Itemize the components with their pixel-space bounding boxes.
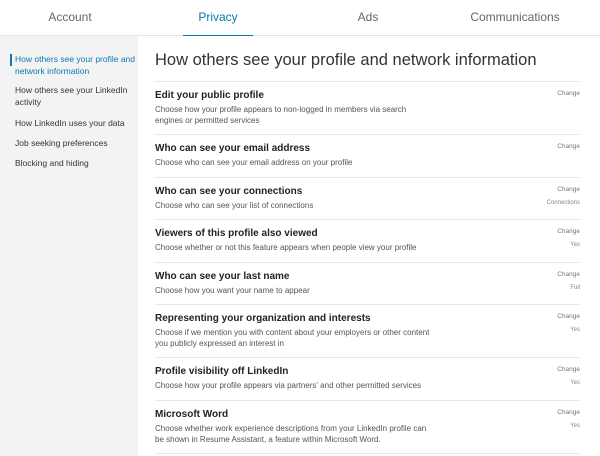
setting-description: Choose how you want your name to appear [155,286,310,295]
change-button[interactable]: Change [557,186,580,193]
setting-title: Representing your organization and interests [155,313,371,324]
setting-title: Who can see your email address [155,143,311,154]
change-button[interactable]: Change [557,90,580,97]
setting-title: Viewers of this profile also viewed [155,228,318,239]
setting-row-email-visibility [155,134,580,177]
setting-description: Choose how your profile appears to non-logged in members via search engines or permitted services [155,105,407,125]
setting-value: Full [570,285,580,291]
setting-row-organization-interests [155,304,580,357]
setting-title: Edit your public profile [155,90,264,101]
setting-row-also-viewed [155,219,580,262]
list-bottom-divider [155,453,580,454]
tab-communications[interactable]: Communications [470,10,560,24]
tab-privacy[interactable]: Privacy [183,0,253,36]
sidebar-item-linkedin-activity[interactable]: How others see your LinkedIn activity [15,85,128,107]
setting-title: Profile visibility off LinkedIn [155,366,289,377]
tab-account[interactable]: Account [48,10,92,24]
change-button[interactable]: Change [557,271,580,278]
tab-ads[interactable]: Ads [357,10,379,24]
setting-row-microsoft-word [155,400,580,453]
settings-tabs [0,0,600,36]
setting-description: Choose who can see your email address on your profile [155,158,353,167]
setting-description: Choose whether or not this feature appears when people view your profile [155,243,417,252]
setting-title: Who can see your last name [155,271,290,282]
setting-description: Choose if we mention you with content about your employers or other content you publicly expressed an interest in [155,328,430,348]
setting-value: Yes [570,380,580,386]
setting-row-off-linkedin [155,357,580,400]
sidebar-item-profile-network[interactable]: How others see your profile and network information [15,54,136,76]
page-title: How others see your profile and network information [155,51,537,69]
change-button[interactable]: Change [557,143,580,150]
setting-title: Microsoft Word [155,409,229,420]
setting-title: Who can see your connections [155,186,303,197]
setting-row-public-profile [155,81,580,134]
change-button[interactable]: Change [557,313,580,320]
setting-value: Connections [546,200,580,206]
setting-value: Yes [570,242,580,248]
change-button[interactable]: Change [557,228,580,235]
setting-description: Choose how your profile appears via partners' and other permitted services [155,381,422,390]
sidebar-item-job-seeking[interactable]: Job seeking preferences [15,138,108,148]
setting-description: Choose who can see your list of connections [155,201,314,210]
main-content [138,36,600,456]
sidebar-item-blocking[interactable]: Blocking and hiding [15,158,89,168]
sidebar [0,36,138,456]
setting-description: Choose whether work experience descriptions from your LinkedIn profile can be shown in Resume Assistant, a feature within Microsoft Word. [155,424,427,444]
setting-value: Yes [570,327,580,333]
setting-row-connections [155,177,580,219]
setting-row-last-name [155,262,580,304]
change-button[interactable]: Change [557,409,580,416]
sidebar-active-indicator [10,54,12,66]
setting-value: Yes [570,423,580,429]
change-button[interactable]: Change [557,366,580,373]
sidebar-item-data-usage[interactable]: How LinkedIn uses your data [15,118,125,128]
